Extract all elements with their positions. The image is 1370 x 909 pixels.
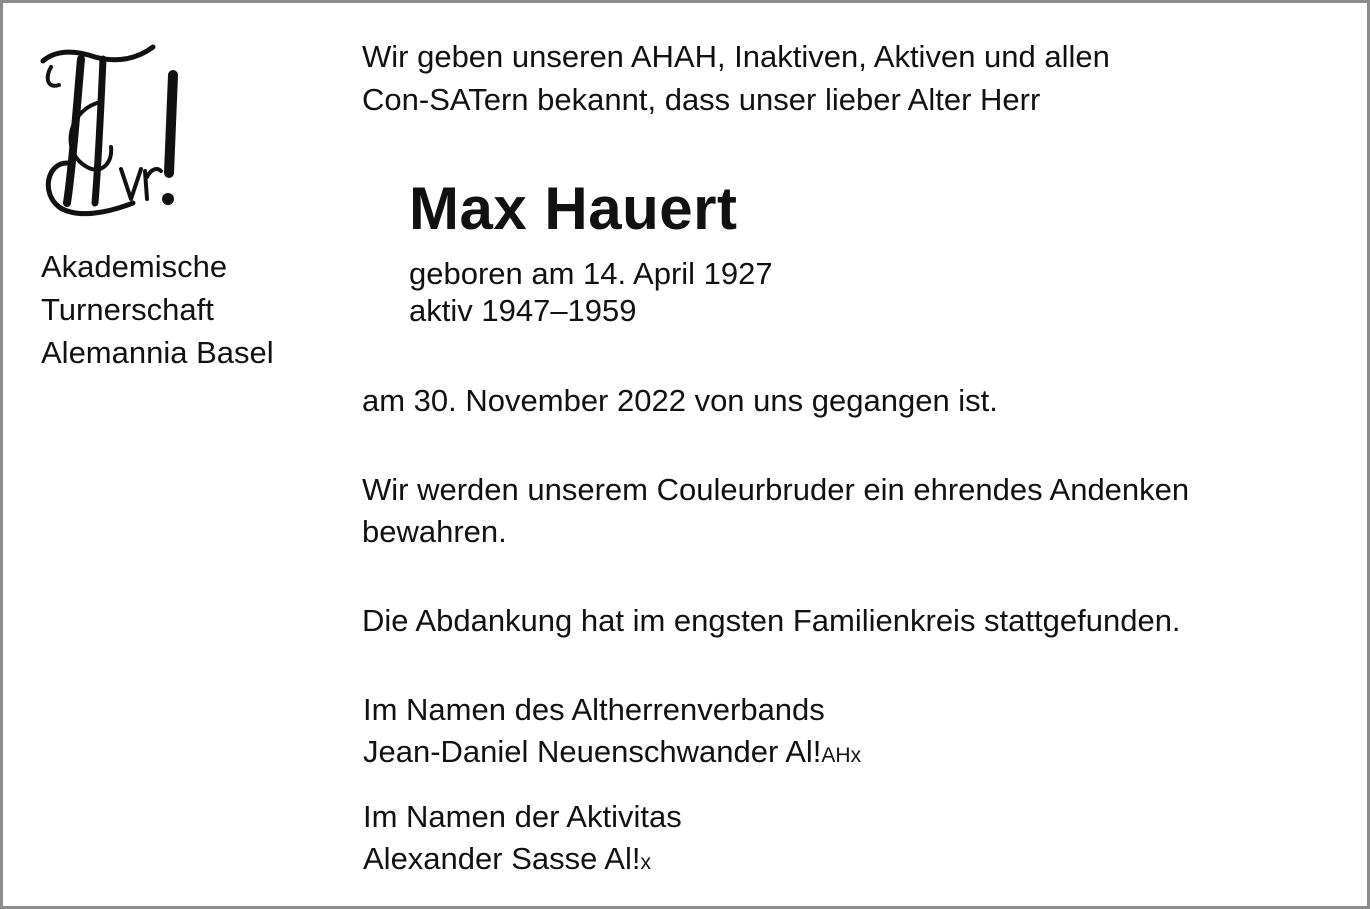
funeral-statement [362, 600, 1181, 642]
intro-line: Wir geben unseren AHAH, Inaktiven, Aktiven und allen [362, 39, 1110, 74]
organization-line: Akademische [41, 249, 228, 284]
organization-name [41, 245, 274, 374]
signature-altherrenverband [363, 689, 861, 777]
signer-name: Jean-Daniel Neuenschwander Al! [363, 734, 822, 769]
signature-aktivitas [363, 796, 682, 884]
memory-line: bewahren. [362, 514, 507, 549]
organization-line: Turnerschaft [41, 292, 214, 327]
passing-statement [362, 380, 998, 422]
fraternity-monogram-logo [37, 43, 187, 219]
signer-name: Alexander Sasse Al! [363, 841, 641, 876]
deceased-details [409, 255, 773, 329]
signature-name [363, 731, 861, 777]
signature-label: Im Namen des Altherrenverbands [363, 692, 825, 727]
signature-name [363, 838, 682, 884]
passing-line: am 30. November 2022 von uns gegangen ist. [362, 383, 998, 418]
birth-date: geboren am 14. April 1927 [409, 256, 773, 291]
signature-label: Im Namen der Aktivitas [363, 799, 682, 834]
deceased-name: Max Hauert [409, 175, 738, 242]
memory-statement [362, 469, 1189, 553]
intro-text [362, 35, 1110, 121]
organization-line: Alemannia Basel [41, 335, 274, 370]
funeral-line: Die Abdankung hat im engsten Familienkreis stattgefunden. [362, 603, 1181, 638]
memory-line: Wir werden unserem Couleurbruder ein ehrendes Andenken [362, 472, 1190, 507]
signer-suffix: AHx [821, 744, 862, 767]
signer-suffix: x [640, 851, 651, 874]
intro-line: Con-SATern bekannt, dass unser lieber Alter Herr [362, 82, 1041, 117]
active-years: aktiv 1947–1959 [409, 293, 637, 328]
